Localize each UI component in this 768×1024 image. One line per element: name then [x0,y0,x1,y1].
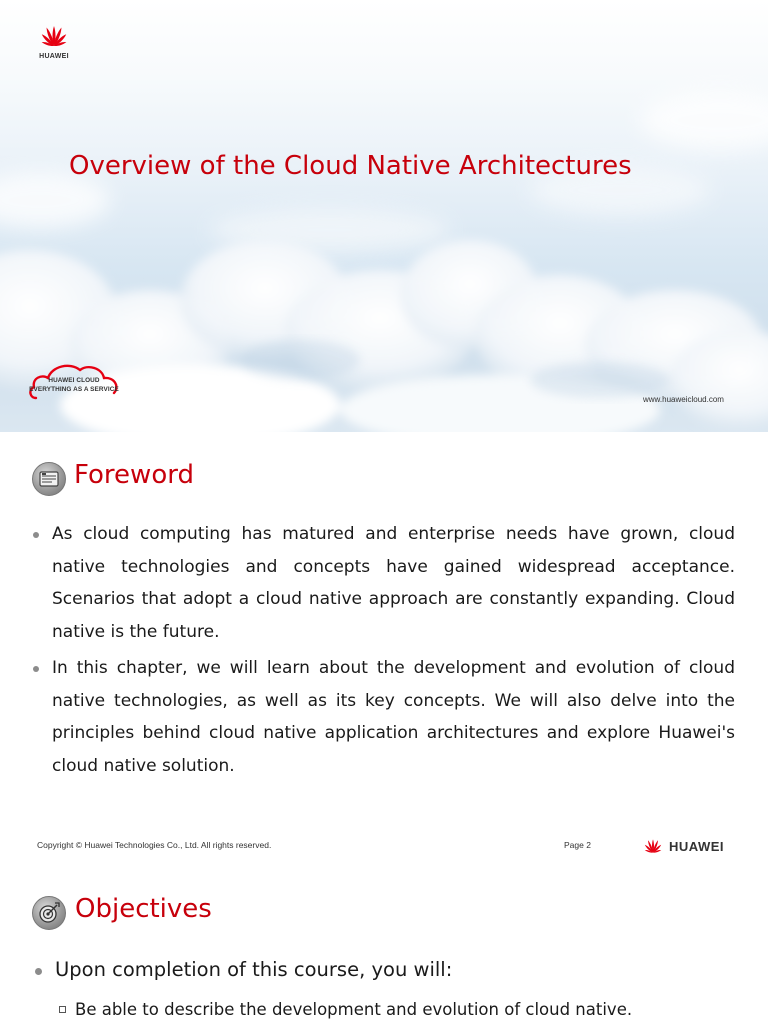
website-url[interactable]: www.huaweicloud.com [643,395,724,404]
footer-logo-text: HUAWEI [669,838,724,854]
objectives-heading: Objectives [75,894,212,924]
huawei-logo-text: HUAWEI [39,53,69,60]
foreword-heading: Foreword [74,460,194,490]
huawei-petal-icon [641,837,665,855]
page-number: Page 2 [564,840,591,850]
objectives-intro: Upon completion of this course, you will: [33,958,452,981]
huawei-cloud-badge [26,360,122,406]
footer-huawei-logo [641,836,724,856]
copyright-text: Copyright © Huawei Technologies Co., Ltd. All rights reserved. [37,840,272,850]
document-list-icon [32,462,66,496]
foreword-bullet-list [30,518,735,786]
objectives-slide [0,864,768,1024]
target-arrow-icon [32,896,66,930]
huawei-logo [34,24,74,60]
huawei-petal-icon [36,24,72,48]
title-slide [0,0,768,432]
objective-item: Be able to describe the development and evolution of cloud native. [59,1000,632,1019]
badge-line-1: HUAWEI CLOUD [48,377,100,384]
foreword-slide [0,432,768,864]
list-item: In this chapter, we will learn about the development and evolution of cloud native technologies, as well as its key concepts. We will also delve into the principles behind cloud native application architectures and explore Huawei's cloud native solution. [30,652,735,782]
badge-line-2: EVERYTHING AS A SERVICE [29,386,119,393]
list-item: As cloud computing has matured and enterprise needs have grown, cloud native technologies and concepts have gained widespread acceptance. Scenarios that adopt a cloud native approach are constantly expanding. Cloud native is the future. [30,518,735,648]
presentation-title: Overview of the Cloud Native Architectures [69,151,632,181]
